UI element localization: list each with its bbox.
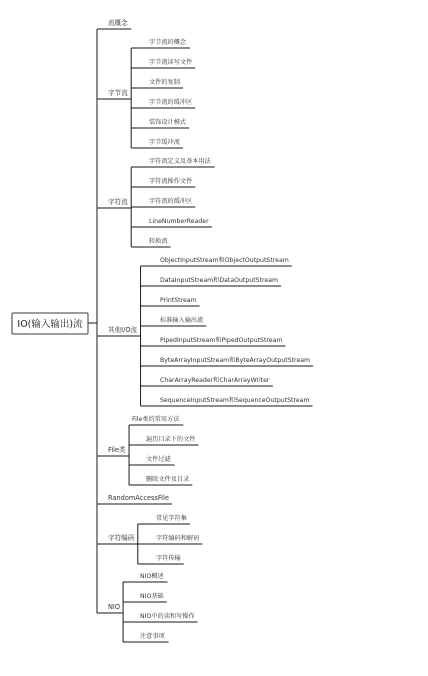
- leaf-node[interactable]: 注意事项: [140, 633, 165, 640]
- branch-byte-stream[interactable]: [108, 88, 128, 97]
- leaf-node[interactable]: PipedInputStream和PipedOutputStream: [160, 337, 283, 344]
- branch-label: RandomAccessFile: [108, 494, 169, 502]
- branch-char-stream[interactable]: [108, 197, 128, 206]
- branch-concept[interactable]: [108, 18, 128, 27]
- root-node-label: IO(输入输出)流: [17, 319, 83, 330]
- leaf-node[interactable]: 字符流的缓冲区: [149, 198, 193, 205]
- leaf-node[interactable]: NIO概述: [140, 573, 164, 580]
- leaf-node[interactable]: NIO中的读和写操作: [140, 613, 195, 620]
- leaf-node[interactable]: CharArrayReader和CharArrayWriter: [160, 377, 270, 384]
- leaf-node[interactable]: LineNumberReader: [149, 218, 209, 225]
- branch-label: File类: [108, 446, 126, 454]
- branch-random-access-file[interactable]: [108, 494, 169, 502]
- leaf-node[interactable]: File类的常用方法: [132, 416, 180, 423]
- leaf-node[interactable]: 删除文件及目录: [146, 476, 190, 483]
- leaf-node[interactable]: 文件过滤: [146, 456, 171, 463]
- root-node[interactable]: [12, 313, 88, 334]
- branch-nio[interactable]: [108, 603, 120, 611]
- branch-label: 其他I/O流: [108, 326, 138, 334]
- leaf-node[interactable]: 字符流操作文件: [149, 178, 193, 185]
- leaf-node[interactable]: 字符流定义及基本用法: [149, 158, 211, 165]
- leaf-node[interactable]: 字节流的概念: [149, 39, 187, 46]
- leaf-node[interactable]: PrintStream: [160, 297, 197, 304]
- leaf-node[interactable]: 字符编码和解码: [156, 535, 200, 542]
- leaf-node[interactable]: DataInputStream和DataOutputStream: [160, 277, 279, 284]
- leaf-node[interactable]: 装饰设计模式: [149, 119, 187, 126]
- leaf-node[interactable]: 字节流读写文件: [149, 59, 193, 66]
- leaf-node[interactable]: 文件的复制: [149, 79, 180, 86]
- leaf-node[interactable]: 字节缓冲流: [149, 139, 180, 146]
- branch-char-encoding[interactable]: [108, 533, 135, 542]
- leaf-node[interactable]: 字符传输: [156, 555, 181, 562]
- leaf-node[interactable]: SequenceInputStream和SequenceOutputStream: [160, 397, 310, 404]
- branch-label: 字符流: [108, 198, 128, 206]
- leaf-node[interactable]: 标准输入输出流: [160, 317, 204, 324]
- leaf-node[interactable]: 转换流: [149, 238, 168, 245]
- branch-label: 字节流: [108, 89, 128, 97]
- branch-other-io[interactable]: [108, 325, 138, 334]
- leaf-node[interactable]: NIO基础: [140, 593, 164, 600]
- branch-label: NIO: [108, 603, 121, 611]
- branch-file-class[interactable]: [108, 445, 126, 454]
- branch-label: 流概念: [108, 19, 128, 27]
- leaf-node[interactable]: 常见字符集: [156, 515, 187, 522]
- leaf-node[interactable]: 遍历目录下的文件: [146, 436, 196, 443]
- leaf-node[interactable]: 字节流的缓冲区: [149, 99, 193, 106]
- leaf-node[interactable]: ObjectInputStream和ObjectOutputStream: [160, 257, 289, 264]
- leaf-node[interactable]: ByteArrayInputStream和ByteArrayOutputStream: [160, 357, 311, 364]
- branch-label: 字符编码: [108, 534, 135, 542]
